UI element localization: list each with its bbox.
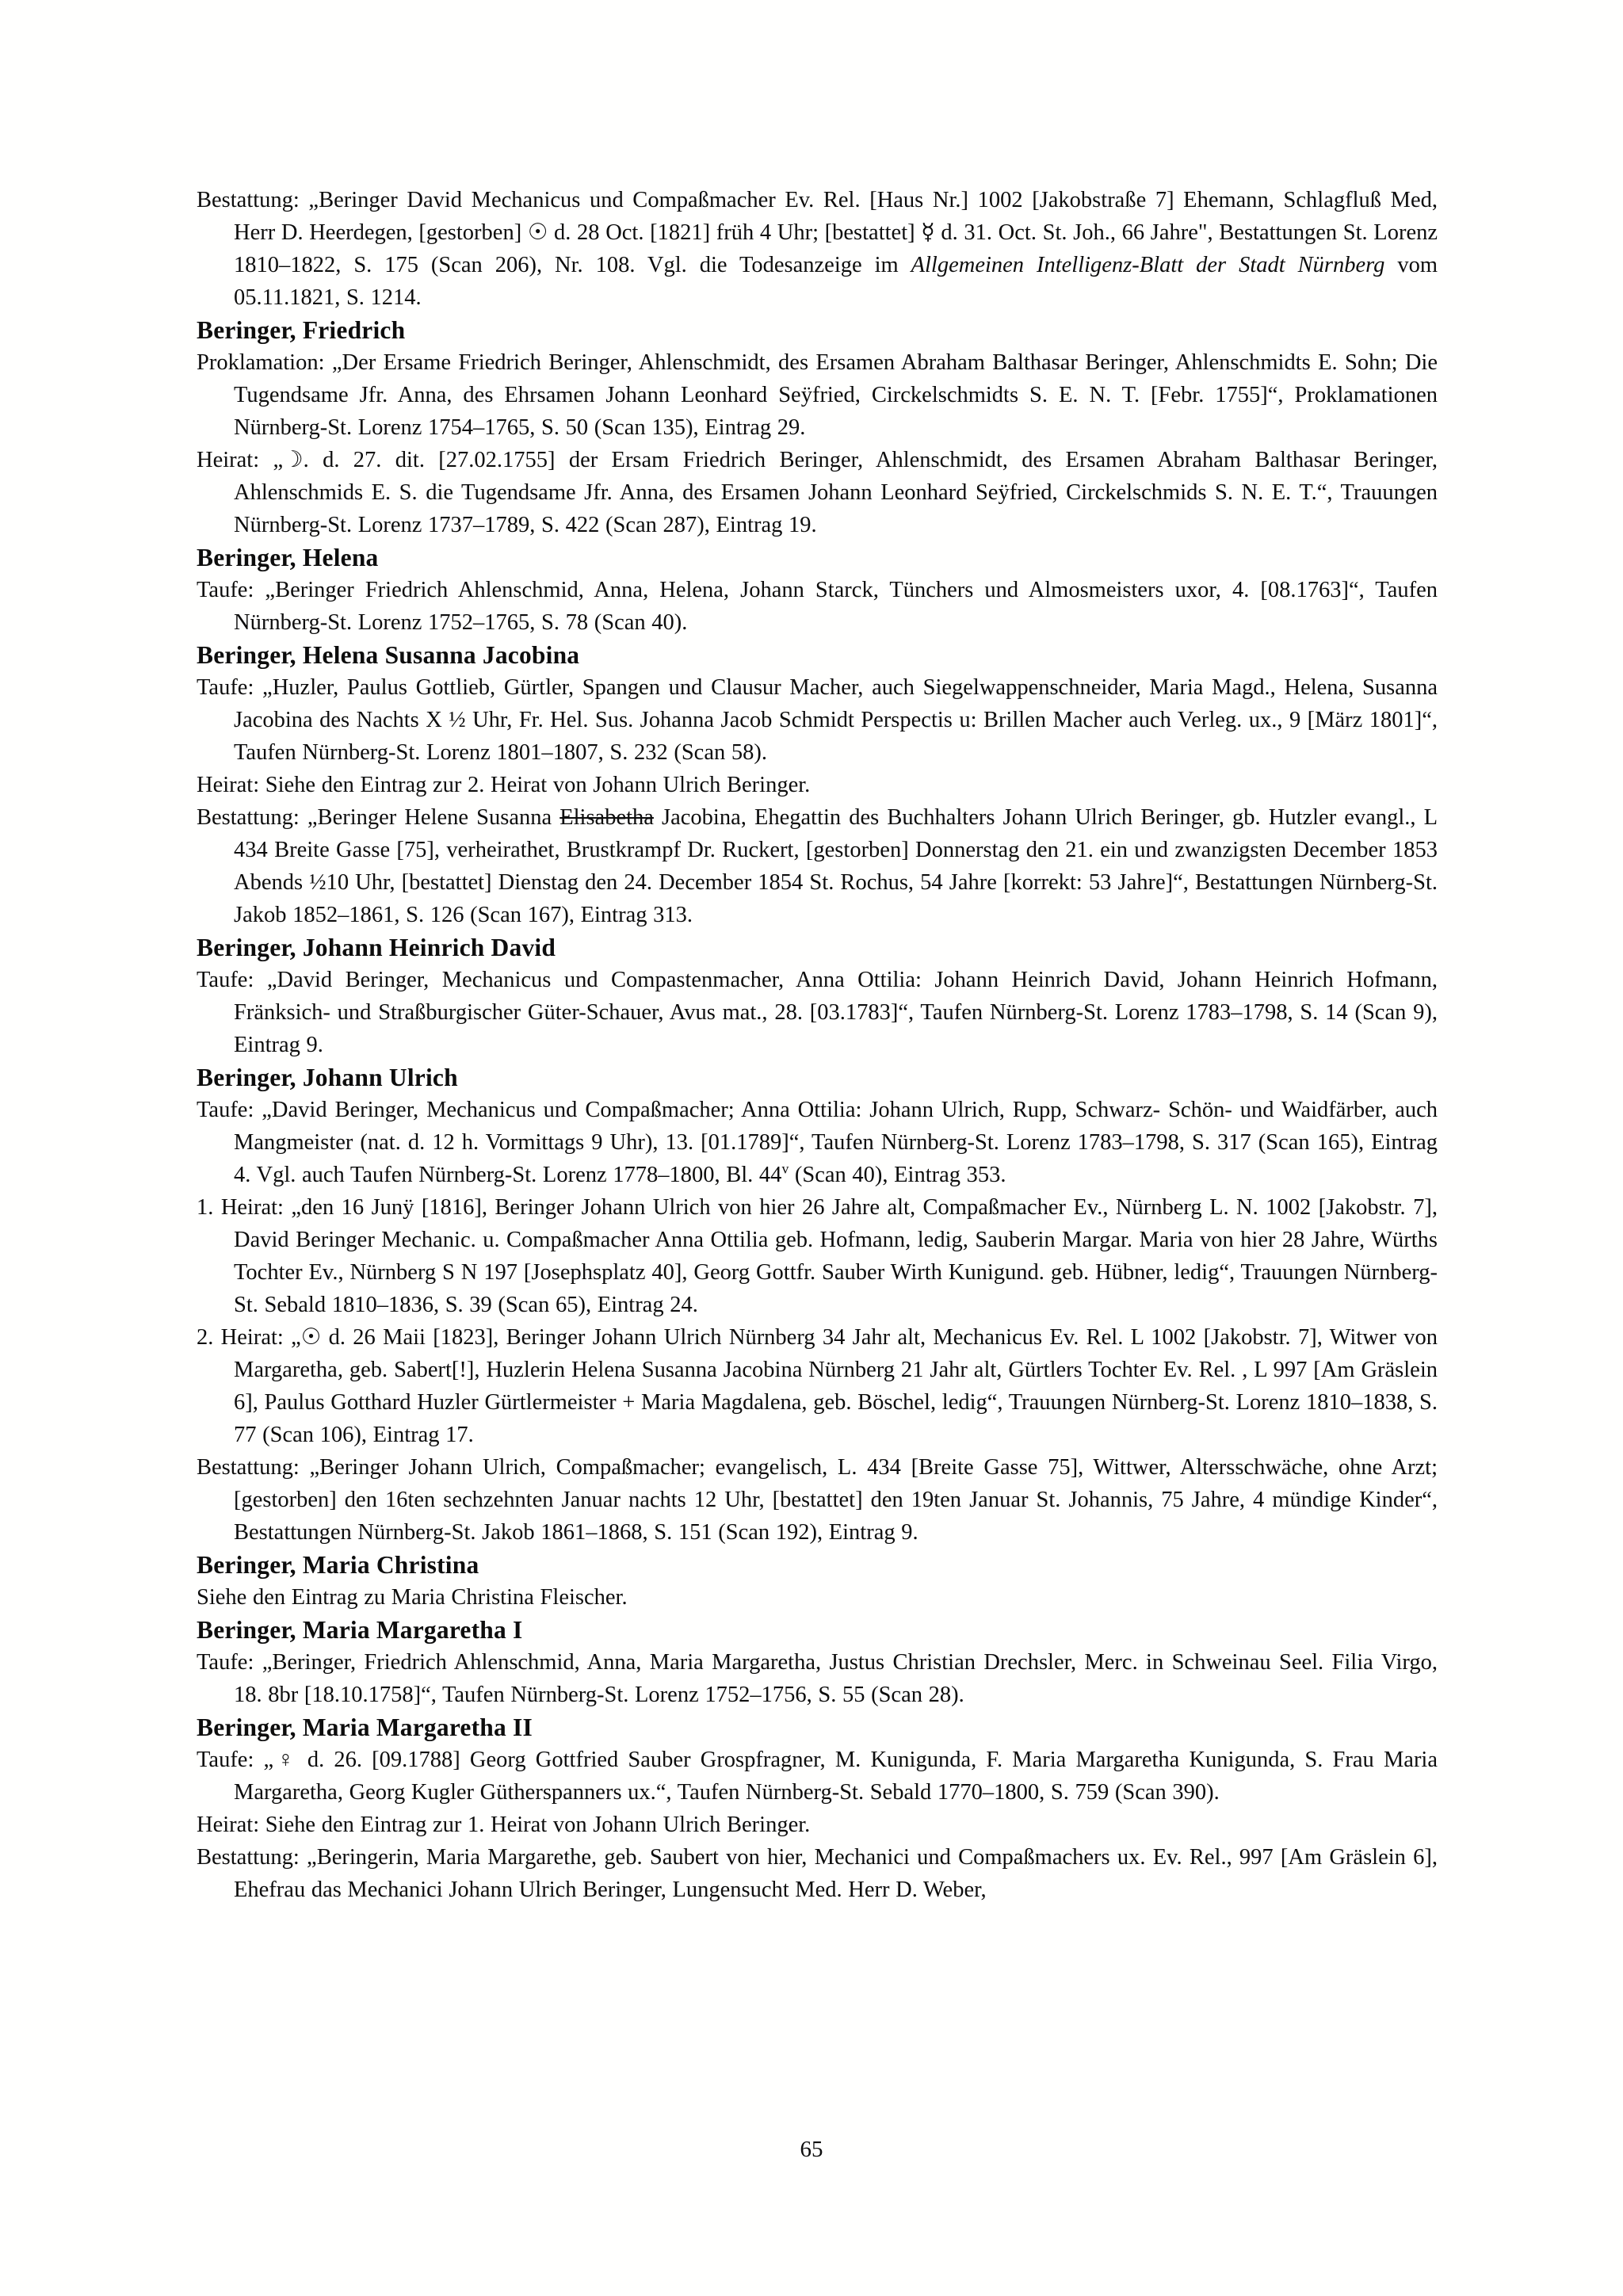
entry-heading-beringer-johann-ulrich: Beringer, Johann Ulrich bbox=[197, 1064, 458, 1091]
record-taufe-helena: Taufe: „Beringer Friedrich Ahlenschmid, Anna, Helena, Johann Starck, Tünchers und Almosmeisters uxor, 4. [08.1763]“, Taufen Nürnberg-St. Lorenz 1752–1765, S. 78 (Scan 40). bbox=[197, 578, 1438, 635]
record-bestattung-maria-margaretha-2: Bestattung: „Beringerin, Maria Margarethe, geb. Saubert von hier, Mechanici und Compaßmachers ux. Ev. Rel., 997 [Am Gräslein 6], Ehefrau das Mechanici Johann Ulrich Beringer, Lungensucht Med. Herr D. Weber, bbox=[197, 1845, 1438, 1902]
page-footer bbox=[0, 2134, 1623, 2166]
record-taufe-johann-ulrich: Taufe: „David Beringer, Mechanicus und Compaßmacher; Anna Ottilia: Johann Ulrich, Rupp, Schwarz- Schön- und Waidfärber, auch Mangmeister (nat. d. 12 h. Vormittags 9 Uhr), 13. [01.1789]“, Taufen Nürnberg-St. Lorenz 1783–1798, S. 317 (Scan 165), Eintrag 4. Vgl. auch Taufen Nürnberg-St. Lorenz 1778–1800, Bl. 44$^v$ (Scan 40), Eintrag 353. bbox=[197, 1098, 1438, 1187]
record-proklamation-friedrich: Proklamation: „Der Ersame Friedrich Beringer, Ahlenschmidt, des Ersamen Abraham Balthasar Beringer, Ahlenschmidts E. Sohn; Die Tugendsame Jfr. Anna, des Ehrsamen Johann Leonhard Seÿfried, Circkelschmidts S. E. N. T. [Febr. 1755]“, Proklamationen Nürnberg-St. Lorenz 1754–1765, S. 50 (Scan 135), Eintrag 29. bbox=[197, 350, 1438, 440]
record-heirat-friedrich: Heirat: „☽. d. 27. dit. [27.02.1755] der Ersam Friedrich Beringer, Ahlenschmidt, des Ersamen Abraham Balthasar Beringer, Ahlenschmids E. S. die Tugendsame Jfr. Anna, des Ersamen Johann Leonhard Seÿfried, Circkelschmids S. N. E. T.“, Trauungen Nürnberg-St. Lorenz 1737–1789, S. 422 (Scan 287), Eintrag 19. bbox=[197, 448, 1438, 537]
record-verweis-maria-christina: Siehe den Eintrag zu Maria Christina Fleischer. bbox=[197, 1585, 628, 1610]
entry-heading-beringer-maria-christina: Beringer, Maria Christina bbox=[197, 1551, 479, 1579]
text-block bbox=[197, 184, 1438, 1906]
record-taufe-maria-margaretha-2: Taufe: „♀ d. 26. [09.1788] Georg Gottfried Sauber Grospfragner, M. Kunigunda, F. Maria Margaretha Kunigunda, S. Frau Maria Margaretha, Georg Kugler Gütherspanners ux.“, Taufen Nürnberg-St. Sebald 1770–1800, S. 759 (Scan 390). bbox=[197, 1748, 1438, 1805]
entry-heading-beringer-maria-margaretha-2: Beringer, Maria Margaretha II bbox=[197, 1713, 533, 1741]
entry-heading-beringer-helena: Beringer, Helena bbox=[197, 544, 379, 571]
record-taufe-johann-heinrich-david: Taufe: „David Beringer, Mechanicus und Compastenmacher, Anna Ottilia: Johann Heinrich David, Johann Heinrich Hofmann, Fränksich- und Straßburgischer Güter-Schauer, Avus mat., 28. [03.1783]“, Taufen Nürnberg-St. Lorenz 1783–1798, S. 14 (Scan 9), Eintrag 9. bbox=[197, 968, 1438, 1057]
record-bestattung-helena-susanna-jacobina: Bestattung: „Beringer Helene Susanna Elisabetha Jacobina, Ehegattin des Buchhalters Johann Ulrich Beringer, gb. Hutzler evangl., L 434 Breite Gasse [75], verheirathet, Brustkrampf Dr. Ruckert, [gestorben] Donnerstag den 21. ein und zwanzigsten December 1853 Abends ½10 Uhr, [bestattet] Dienstag den 24. December 1854 St. Rochus, 54 Jahre [korrekt: 53 Jahre]“, Bestattungen Nürnberg-St. Jakob 1852–1861, S. 126 (Scan 167), Eintrag 313. bbox=[197, 805, 1438, 927]
record-erste-heirat-johann-ulrich: 1. Heirat: „den 16 Junÿ [1816], Beringer Johann Ulrich von hier 26 Jahre alt, Compaßmacher Ev., Nürnberg L. N. 1002 [Jakobstr. 7], David Beringer Mechanic. u. Compaßmacher Anna Ottilia geb. Hofmann, ledig, Sauberin Margar. Maria von hier 28 Jahre, Würths Tochter Ev., Nürnberg S N 197 [Josephsplatz 40], Georg Gottfr. Sauber Wirth Kunigund. geb. Hübner, ledig“, Trauungen Nürnberg-St. Sebald 1810–1836, S. 39 (Scan 65), Eintrag 24. bbox=[197, 1195, 1438, 1317]
record-taufe-maria-margaretha-1: Taufe: „Beringer, Friedrich Ahlenschmid, Anna, Maria Margaretha, Justus Christian Drechsler, Merc. in Schweinau Seel. Filia Virgo, 18. 8br [18.10.1758]“, Taufen Nürnberg-St. Lorenz 1752–1756, S. 55 (Scan 28). bbox=[197, 1650, 1438, 1707]
entry-heading-beringer-helena-susanna-jacobina: Beringer, Helena Susanna Jacobina bbox=[197, 641, 580, 669]
record-bestattung-david-beringer: Bestattung: „Beringer David Mechanicus und Compaßmacher Ev. Rel. [Haus Nr.] 1002 [Jakobstraße 7] Ehemann, Schlagfluß Med, Herr D. Heerdegen, [gestorben] ☉ d. 28 Oct. [1821] früh 4 Uhr; [bestattet] ☿ d. 31. Oct. St. Joh., 66 Jahre", Bestattungen St. Lorenz 1810–1822, S. 175 (Scan 206), Nr. 108. Vgl. die Todesanzeige im Allgemeinen Intelligenz-Blatt der Stadt Nürnberg vom 05.11.1821, S. 1214. bbox=[197, 188, 1438, 310]
record-taufe-helena-susanna-jacobina: Taufe: „Huzler, Paulus Gottlieb, Gürtler, Spangen und Clausur Macher, auch Siegelwappenschneider, Maria Magd., Helena, Susanna Jacobina des Nachts X ½ Uhr, Fr. Hel. Sus. Johanna Jacob Schmidt Perspectis u: Brillen Macher auch Verleg. ux., 9 [März 1801]“, Taufen Nürnberg-St. Lorenz 1801–1807, S. 232 (Scan 58). bbox=[197, 675, 1438, 765]
record-bestattung-johann-ulrich: Bestattung: „Beringer Johann Ulrich, Compaßmacher; evangelisch, L. 434 [Breite Gasse 75], Wittwer, Altersschwäche, ohne Arzt; [gestorben] den 16ten sechzehnten Januar nachts 12 Uhr, [bestattet] den 19ten Januar St. Johannis, 75 Jahre, 4 mündige Kinder“, Bestattungen Nürnberg-St. Jakob 1861–1868, S. 151 (Scan 192), Eintrag 9. bbox=[197, 1455, 1438, 1545]
entry-heading-beringer-maria-margaretha-1: Beringer, Maria Margaretha I bbox=[197, 1616, 523, 1644]
entry-heading-beringer-johann-heinrich-david: Beringer, Johann Heinrich David bbox=[197, 934, 556, 961]
entry-heading-beringer-friedrich: Beringer, Friedrich bbox=[197, 316, 406, 344]
page-number: 65 bbox=[800, 2137, 823, 2162]
record-zweite-heirat-johann-ulrich: 2. Heirat: „☉ d. 26 Maii [1823], Beringer Johann Ulrich Nürnberg 34 Jahr alt, Mechanicus Ev. Rel. L 1002 [Jakobstr. 7], Witwer von Margaretha, geb. Sabert[!], Huzlerin Helena Susanna Jacobina Nürnberg 21 Jahr alt, Gürtlers Tochter Ev. Rel. , L 997 [Am Gräslein 6], Paulus Gotthard Huzler Gürtlermeister + Maria Magdalena, geb. Böschel, ledig“, Trauungen Nürnberg-St. Lorenz 1810–1838, S. 77 (Scan 106), Eintrag 17. bbox=[197, 1325, 1438, 1447]
record-heirat-verweis-maria-margaretha-2: Heirat: Siehe den Eintrag zur 1. Heirat von Johann Ulrich Beringer. bbox=[197, 1813, 811, 1837]
record-heirat-verweis-helena-susanna-jacobina: Heirat: Siehe den Eintrag zur 2. Heirat von Johann Ulrich Beringer. bbox=[197, 773, 811, 797]
